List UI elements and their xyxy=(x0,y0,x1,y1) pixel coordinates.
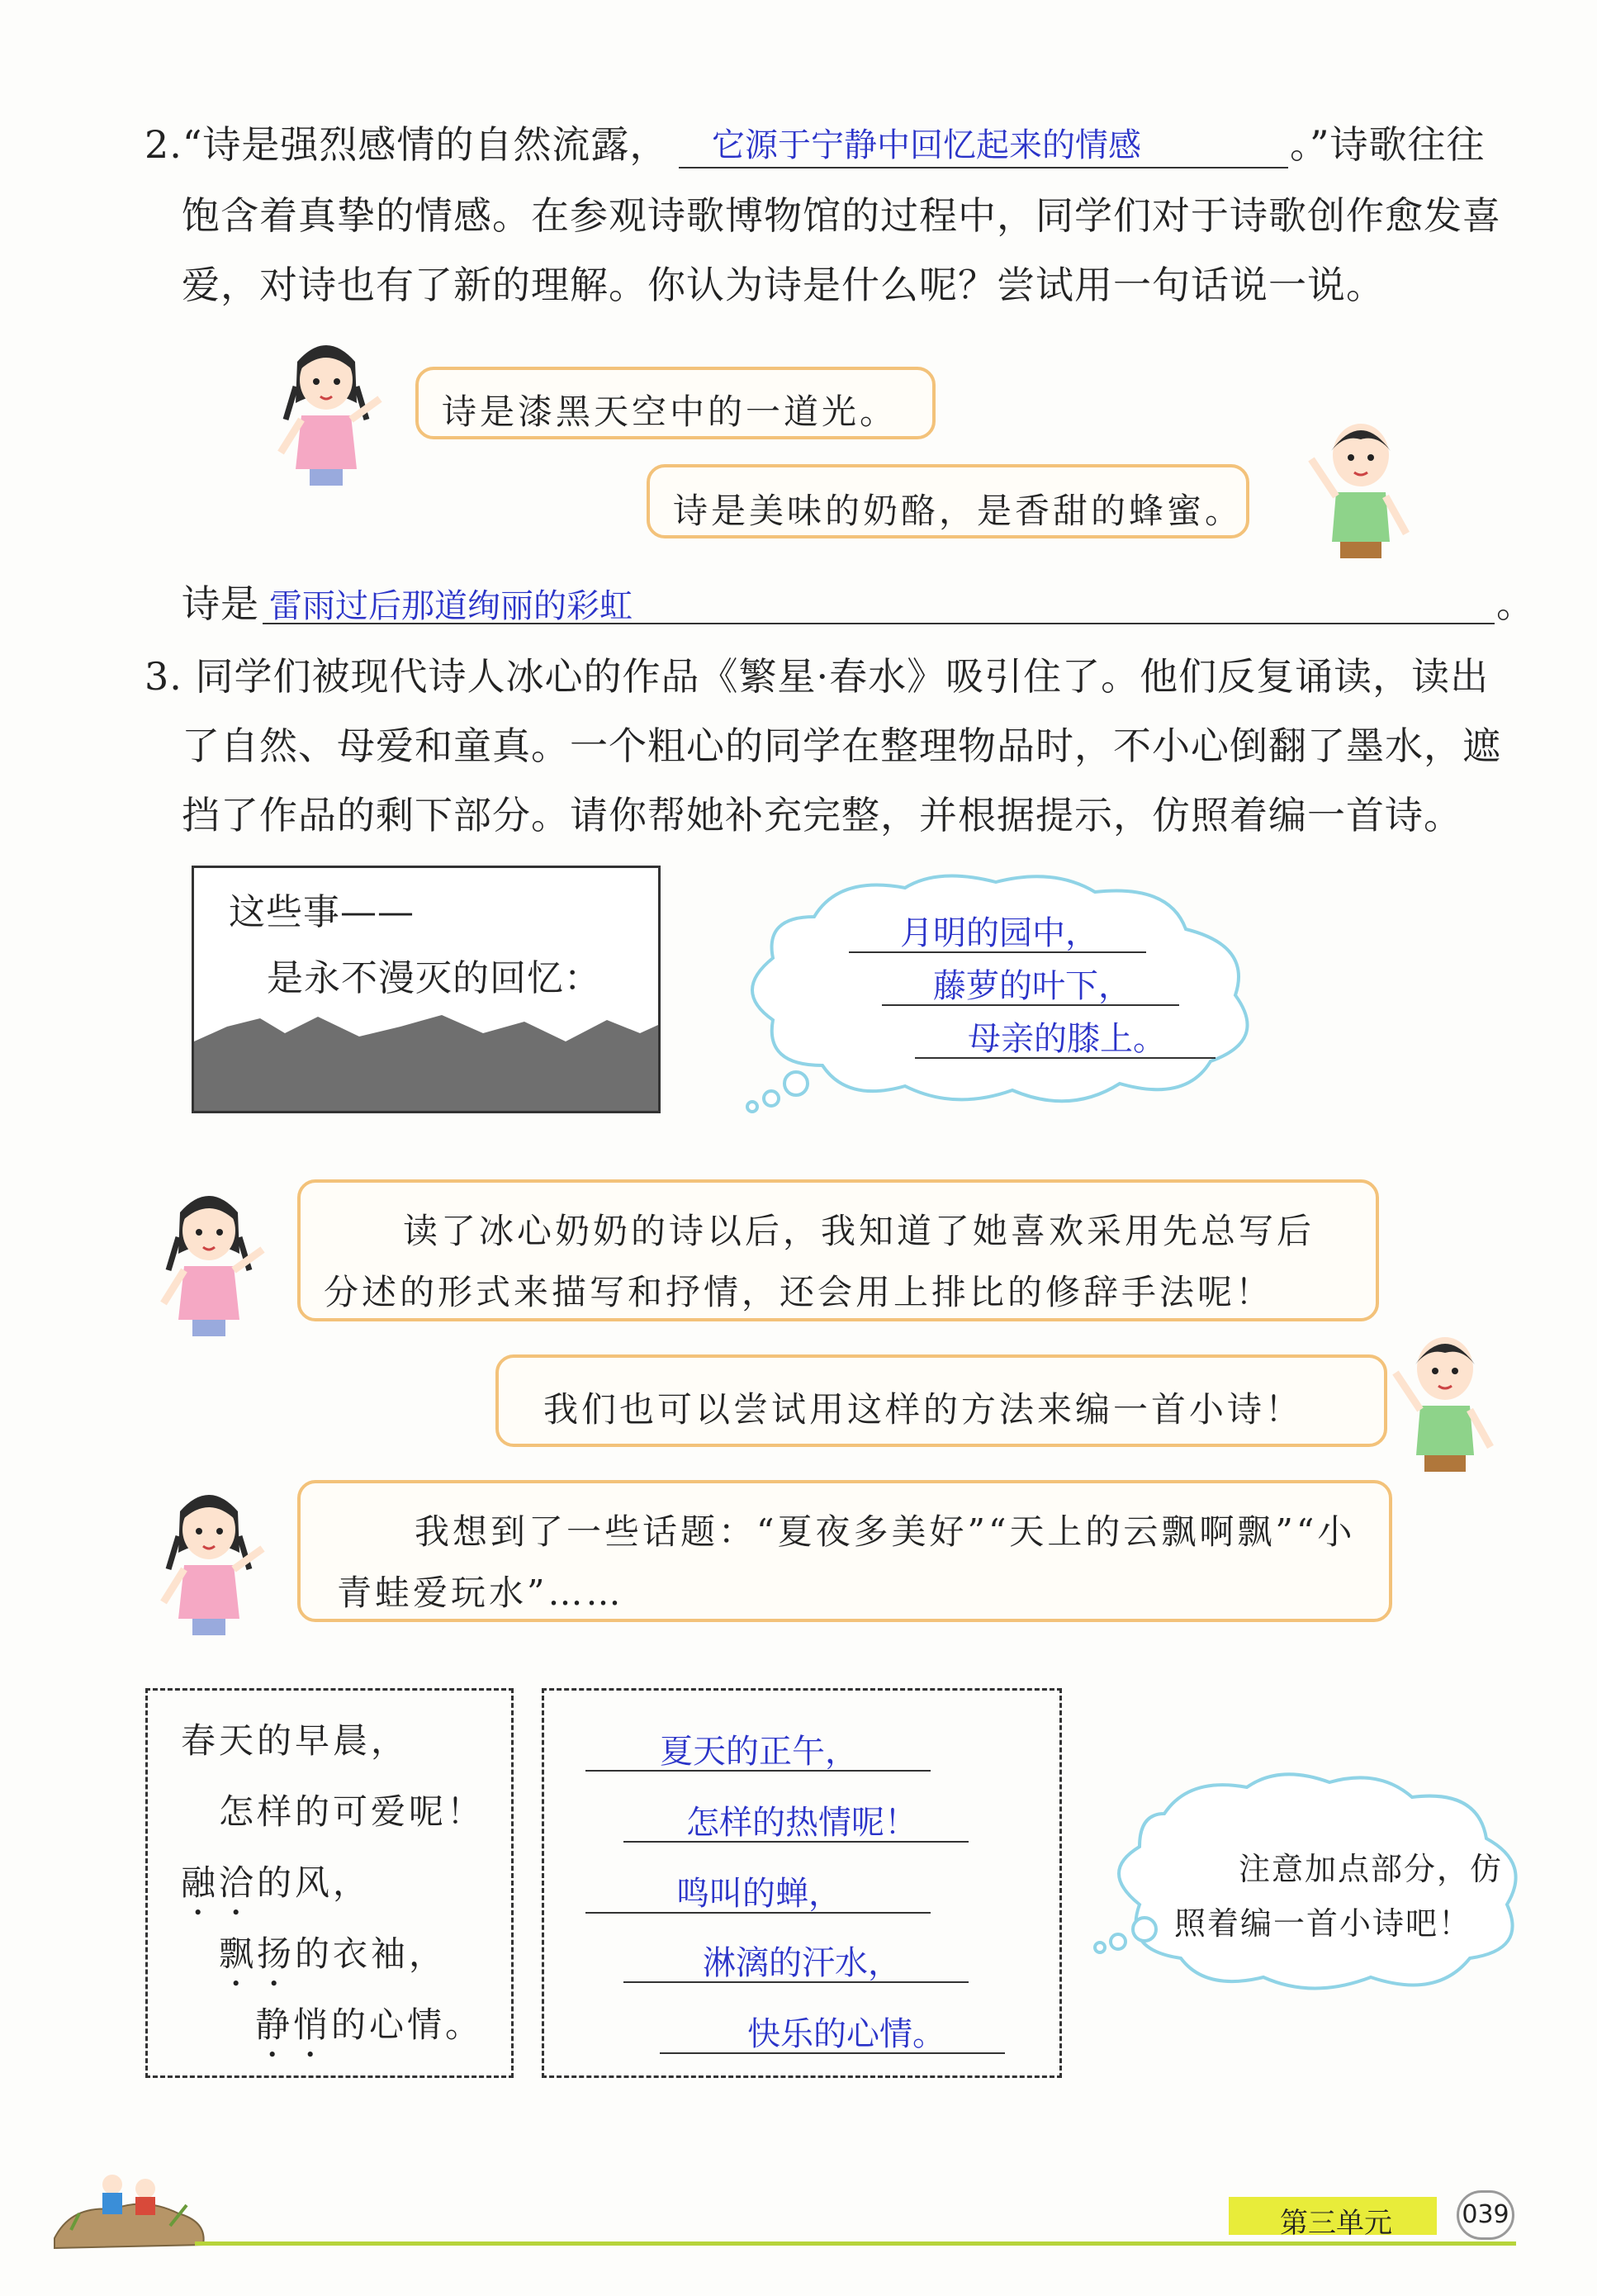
example-poem-line3-rest: 的风， xyxy=(257,1862,372,1903)
girl-illustration xyxy=(264,329,388,486)
dialog-bubble-3 xyxy=(297,1480,1392,1622)
example-poem-line5-rest: 的心情。 xyxy=(331,2004,484,2045)
dialog-bubble-2 xyxy=(495,1354,1387,1447)
unit-label-bg xyxy=(1229,2197,1437,2240)
q2-line2: 饱含着真挚的情感。在参观诗歌博物馆的过程中，同学们对于诗歌创作愈发喜 xyxy=(182,193,1501,238)
example-poem-line5-emph: 静悄 xyxy=(255,2004,332,2045)
q3-line2: 了自然、母爱和童真。一个粗心的同学在整理物品时，不小心倒翻了墨水，遮 xyxy=(182,723,1501,768)
q2-line1-prefix: 2.“诗是强烈感情的自然流露， xyxy=(145,122,669,167)
tip-line2: 照着编一首小诗吧！ xyxy=(1174,1905,1472,1942)
cloud-answer-2[interactable]: 藤萝的叶下， xyxy=(933,967,1131,1005)
q3-line1: 3. 同学们被现代诗人冰心的作品《繁星·春水》吸引住了。他们反复诵读，读出 xyxy=(145,654,1490,699)
answer-poem-line5[interactable]: 快乐的心情。 xyxy=(747,2015,945,2053)
girl-speech-bubble xyxy=(415,367,936,439)
dialog-bubble-1 xyxy=(297,1179,1379,1321)
example-poem-line4 xyxy=(219,1927,447,1994)
poem-box xyxy=(192,866,661,1113)
q2-fill-suffix: 。 xyxy=(1496,581,1535,626)
footer-rock-illustration xyxy=(46,2147,211,2255)
example-poem-line3-emph: 融洽 xyxy=(181,1862,258,1903)
dialog1-line2: 分述的形式来描写和抒情，还会用上排比的修辞手法呢！ xyxy=(324,1272,1274,1312)
example-poem-line5 xyxy=(255,1998,483,2065)
poem-line1: 这些事—— xyxy=(229,891,415,933)
dialog3-line1: 我想到了一些话题：“夏夜多美好”“天上的云飘啊飘”“小 xyxy=(415,1511,1356,1552)
poem-line2: 是永不漫灭的回忆： xyxy=(267,957,601,999)
cloud-answer-3[interactable]: 母亲的膝上。 xyxy=(968,1020,1166,1058)
q3-line3: 挡了作品的剩下部分。请你帮她补充完整，并根据提示，仿照着编一首诗。 xyxy=(182,793,1462,837)
girl-illustration-2 xyxy=(147,1179,271,1336)
girl-speech-text: 诗是漆黑天空中的一道光。 xyxy=(442,391,898,432)
dialog1-line1: 读了冰心奶奶的诗以后，我知道了她喜欢采用先总写后 xyxy=(403,1211,1315,1251)
boy-illustration-2 xyxy=(1379,1323,1503,1472)
footer-rule xyxy=(195,2241,1516,2246)
q2-fill-prefix: 诗是 xyxy=(182,581,259,626)
cloud-answer-1[interactable]: 月明的园中， xyxy=(900,914,1098,952)
answer-poem-line3[interactable]: 鸣叫的蝉， xyxy=(676,1875,841,1913)
answer-poem-line2[interactable]: 怎样的热情呢！ xyxy=(686,1804,917,1842)
example-poem-line2: 怎样的可爱呢！ xyxy=(219,1791,486,1832)
unit-label: 第三单元 xyxy=(1280,2207,1392,2240)
example-poem-line4-rest: 的衣袖， xyxy=(295,1933,448,1974)
example-poem-box xyxy=(145,1688,514,2078)
dialog3-line2: 青蛙爱玩水”…… xyxy=(337,1573,624,1613)
q2-line1-suffix: 。”诗歌往往 xyxy=(1290,122,1486,167)
tip-line1: 注意加点部分，仿 xyxy=(1239,1851,1504,1887)
example-poem-line3 xyxy=(181,1856,371,1923)
ink-stain xyxy=(194,1008,658,1111)
boy-illustration xyxy=(1295,410,1419,558)
page-number: 039 xyxy=(1457,2190,1514,2240)
q2-answer1-underline xyxy=(679,167,1288,168)
q2-line3: 爱，对诗也有了新的理解。你认为诗是什么呢？尝试用一句话说一说。 xyxy=(182,263,1385,307)
example-poem-line4-emph: 飘扬 xyxy=(219,1933,296,1974)
answer-poem-line1[interactable]: 夏天的正午， xyxy=(660,1733,858,1771)
q2-fill-answer[interactable]: 雷雨过后那道绚丽的彩虹 xyxy=(269,587,633,625)
example-poem-line1: 春天的早晨， xyxy=(181,1720,410,1761)
girl-illustration-3 xyxy=(147,1478,271,1635)
answer-poem-line4[interactable]: 淋漓的汗水， xyxy=(703,1944,901,1982)
answer-poem-box xyxy=(542,1688,1062,2078)
q2-answer1[interactable]: 它源于宁静中回忆起来的情感 xyxy=(712,126,1141,164)
boy-speech-bubble xyxy=(647,464,1249,538)
boy-speech-text: 诗是美味的奶酪，是香甜的蜂蜜。 xyxy=(673,491,1244,531)
dialog2-text: 我们也可以尝试用这样的方法来编一首小诗！ xyxy=(543,1389,1304,1430)
